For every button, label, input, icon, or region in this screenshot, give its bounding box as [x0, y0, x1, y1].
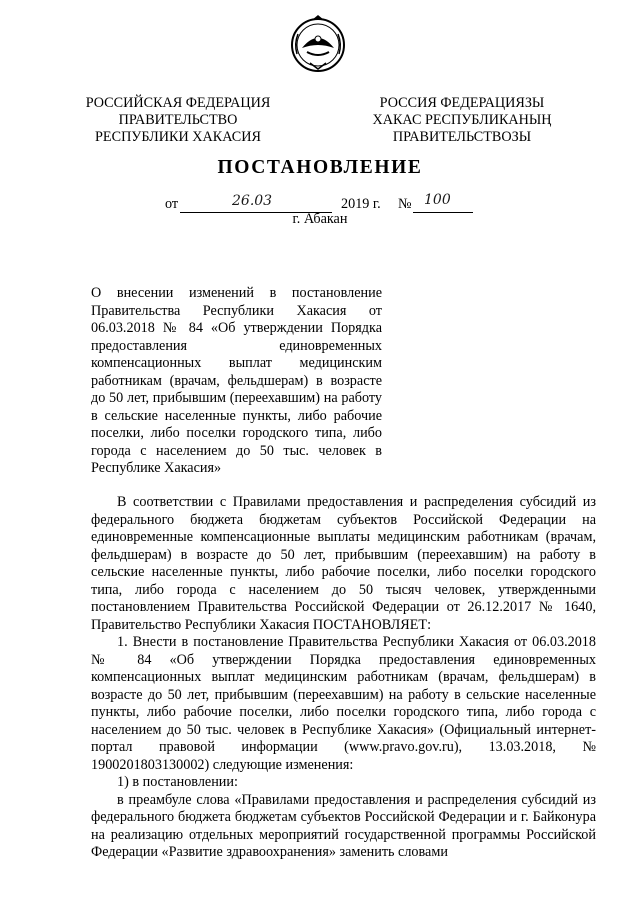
body-paragraph: В соответствии с Правилами предоставления и распределения субсидий из федерального бюджета бюджетам субъектов Российской Федерации на единовременные компенсационные выплаты медицинским работникам (врачам, фельдшерам) в возрасте до 50 лет, прибывшим (переехавшим) на работу в сельские населенные пункты, либо рабочие поселки, либо поселки городского типа, либо города с населением до 50 тысяч человек, утвержденными постановлением Правительства Российской Федерации от 26.12.2017 № 1640, Правительство Республики Хакасия ПОСТАНОВЛЯЕТ: — [91, 494, 596, 633]
body-paragraph: 1) в постановлении: — [117, 774, 238, 790]
header-left-line: ПРАВИТЕЛЬСТВО — [118, 112, 238, 128]
header-right-line: ПРАВИТЕЛЬСТВОЗЫ — [392, 129, 532, 145]
body-paragraph: 1. Внести в постановление Правительства Республики Хакасия от 06.03.2018 № 84 «Об утверждении Порядка предоставления единовременных компенсационных выплат медицинским работникам (врачам, фельдшерам) в возрасте до 50 лет, прибывшим (переехавшим) на работу в сельские населенные пункты, либо рабочие поселки, либо поселки городского типа, либо города с населением до 50 тыс. человек в Республике Хакасия» (Официальный интернет-портал правовой информации (www.pravo.gov.ru), 13.03.2018, № 1900201803130002) следующие изменения: — [91, 634, 596, 773]
body-paragraph: в преамбуле слова «Правилами предоставления и распределения субсидий из федерального бюджета бюджетам субъектов Российской Федерации и г. Байконура на реализацию отдельных мероприятий государственной программы Российской Федерации «Развитие здравоохранения» заменить словами — [91, 791, 596, 860]
header-left-line: РОССИЙСКАЯ ФЕДЕРАЦИЯ — [85, 95, 271, 111]
header-right-line: РОССИЯ ФЕДЕРАЦИЯЗЫ — [379, 95, 545, 111]
header-left-line: РЕСПУБЛИКИ ХАКАСИЯ — [95, 129, 261, 145]
document-title: ПОСТАНОВЛЕНИЕ — [217, 157, 423, 178]
document-body — [91, 494, 596, 862]
number-label: № — [398, 196, 412, 212]
header-right-line: ХАКАС РЕСПУБЛИКАНЫҢ — [372, 112, 552, 128]
khakassia-coat-of-arms-icon — [288, 14, 348, 74]
city-label: г. Абакан — [292, 211, 348, 227]
document-subject: О внесении изменений в постановление Правительства Республики Хакасия от 06.03.2018 № 84 «Об утверждении Порядка предоставления единовременных компенсационных выплат медицинским работникам (врачам, фельдшерам) в возрасте до 50 лет, прибывшим (переехавшим) на работу в сельские населенные пункты, либо рабочие поселки, либо поселки городского типа, либо города с населением до 50 тыс. человек в Республике Хакасия» — [91, 285, 382, 476]
header-right — [362, 95, 562, 146]
date-from-label: от — [165, 196, 179, 212]
handwritten-date: 26.03 — [232, 193, 273, 209]
date-year: 2019 г. — [341, 196, 381, 212]
handwritten-number: 100 — [424, 192, 451, 208]
header-left — [78, 95, 278, 146]
